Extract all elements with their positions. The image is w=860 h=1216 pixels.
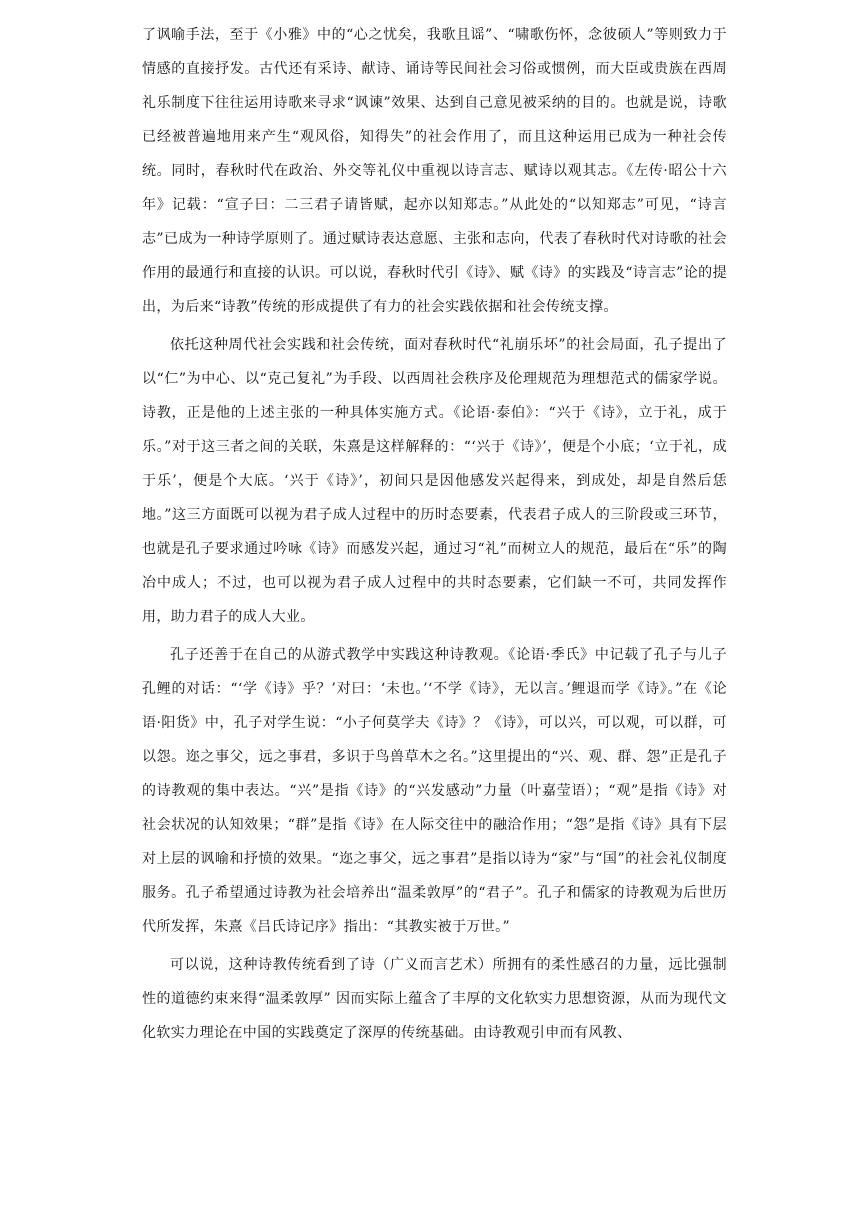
paragraph-3: 孔子还善于在自己的从游式教学中实践这种诗教观。《论语·季氏》中记载了孔子与儿子孔鲤的对话：“‘学《诗》乎？’对曰：‘未也。’‘不学《诗》，无以言。’鲤退而学《诗》。”在《论语·阳货》中，孔子对学生说：“小子何莫学夫《诗》？《诗》，可以兴，可以观，可以群，可以怨。迩之事父，远之事君，多识于鸟兽草木之名。”这里提出的“兴、观、群、怨”正是孔子的诗教观的集中表达。“兴”是指《诗》的“兴发感动”力量（叶嘉莹语）；“观”是指《诗》对社会状况的认知效果；“群”是指《诗》在人际交往中的融洽作用；“怨”是指《诗》具有下层对上层的讽喻和抒愤的效果。“迩之事父，远之事君”是指以诗为“家”与“国”的社会礼仪制度服务。孔子希望通过诗教为社会培养出“温柔敦厚”的“君子”。孔子和儒家的诗教观为后世历代所发挥，朱熹《吕氏诗记序》指出：“其教实被于万世。”: [142, 647, 727, 935]
paragraph-2: 依托这种周代社会实践和社会传统，面对春秋时代“礼崩乐坏”的社会局面，孔子提出了以“仁”为中心、以“克己复礼”为手段、以西周社会秩序及伦理规范为理想范式的儒家学说。诗教，正是他的上述主张的一种具体实施方式。《论语·泰伯》：“兴于《诗》，立于礼，成于乐。”对于这三者之间的关联，朱熹是这样解释的：“‘兴于《诗》’，便是个小底；‘立于礼，成于乐’，便是个大底。‘兴于《诗》’，初间只是因他感发兴起得来，到成处，却是自然后恁地。”这三方面既可以视为君子成人过程中的历时态要素，代表君子成人的三阶段或三环节，也就是孔子要求通过吟咏《诗》而感发兴起，通过习“礼”而树立人的规范，最后在“乐”的陶冶中成人；不过，也可以视为君子成人过程中的共时态要素，它们缺一不可，共同发挥作用，助力君子的成人大业。: [142, 337, 727, 625]
paragraph-4: 可以说，这种诗教传统看到了诗（广义而言艺术）所拥有的柔性感召的力量，远比强制性的道德约束来得“温柔敦厚” 因而实际上蕴含了丰厚的文化软实力思想资源，从而为现代文化软实力理论在中国的实践奠定了深厚的传统基础。由诗教观引申而有风教、: [142, 957, 727, 1041]
document-body: [142, 18, 727, 1054]
paragraph-1: 了讽喻手法，至于《小雅》中的“心之忧矣，我歌且谣”、“啸歌伤怀，念彼硕人”等则致力于情感的直接抒发。古代还有采诗、献诗、诵诗等民间社会习俗或惯例，而大臣或贵族在西周礼乐制度下往往运用诗歌来寻求“讽谏”效果、达到自己意见被采纳的目的。也就是说，诗歌已经被普遍地用来产生“观风俗，知得失”的社会作用了，而且这种运用已成为一种社会传统。同时，春秋时代在政治、外交等礼仪中重视以诗言志、赋诗以观其志。《左传·昭公十六年》记载：“宣子曰：二三君子请皆赋，起亦以知郑志。”从此处的“以知郑志”可见，“诗言志”已成为一种诗学原则了。通过赋诗表达意愿、主张和志向，代表了春秋时代对诗歌的社会作用的最通行和直接的认识。可以说，春秋时代引《诗》、赋《诗》的实践及“诗言志”论的提出，为后来“诗教”传统的形成提供了有力的社会实践依据和社会传统支撑。: [142, 27, 727, 315]
